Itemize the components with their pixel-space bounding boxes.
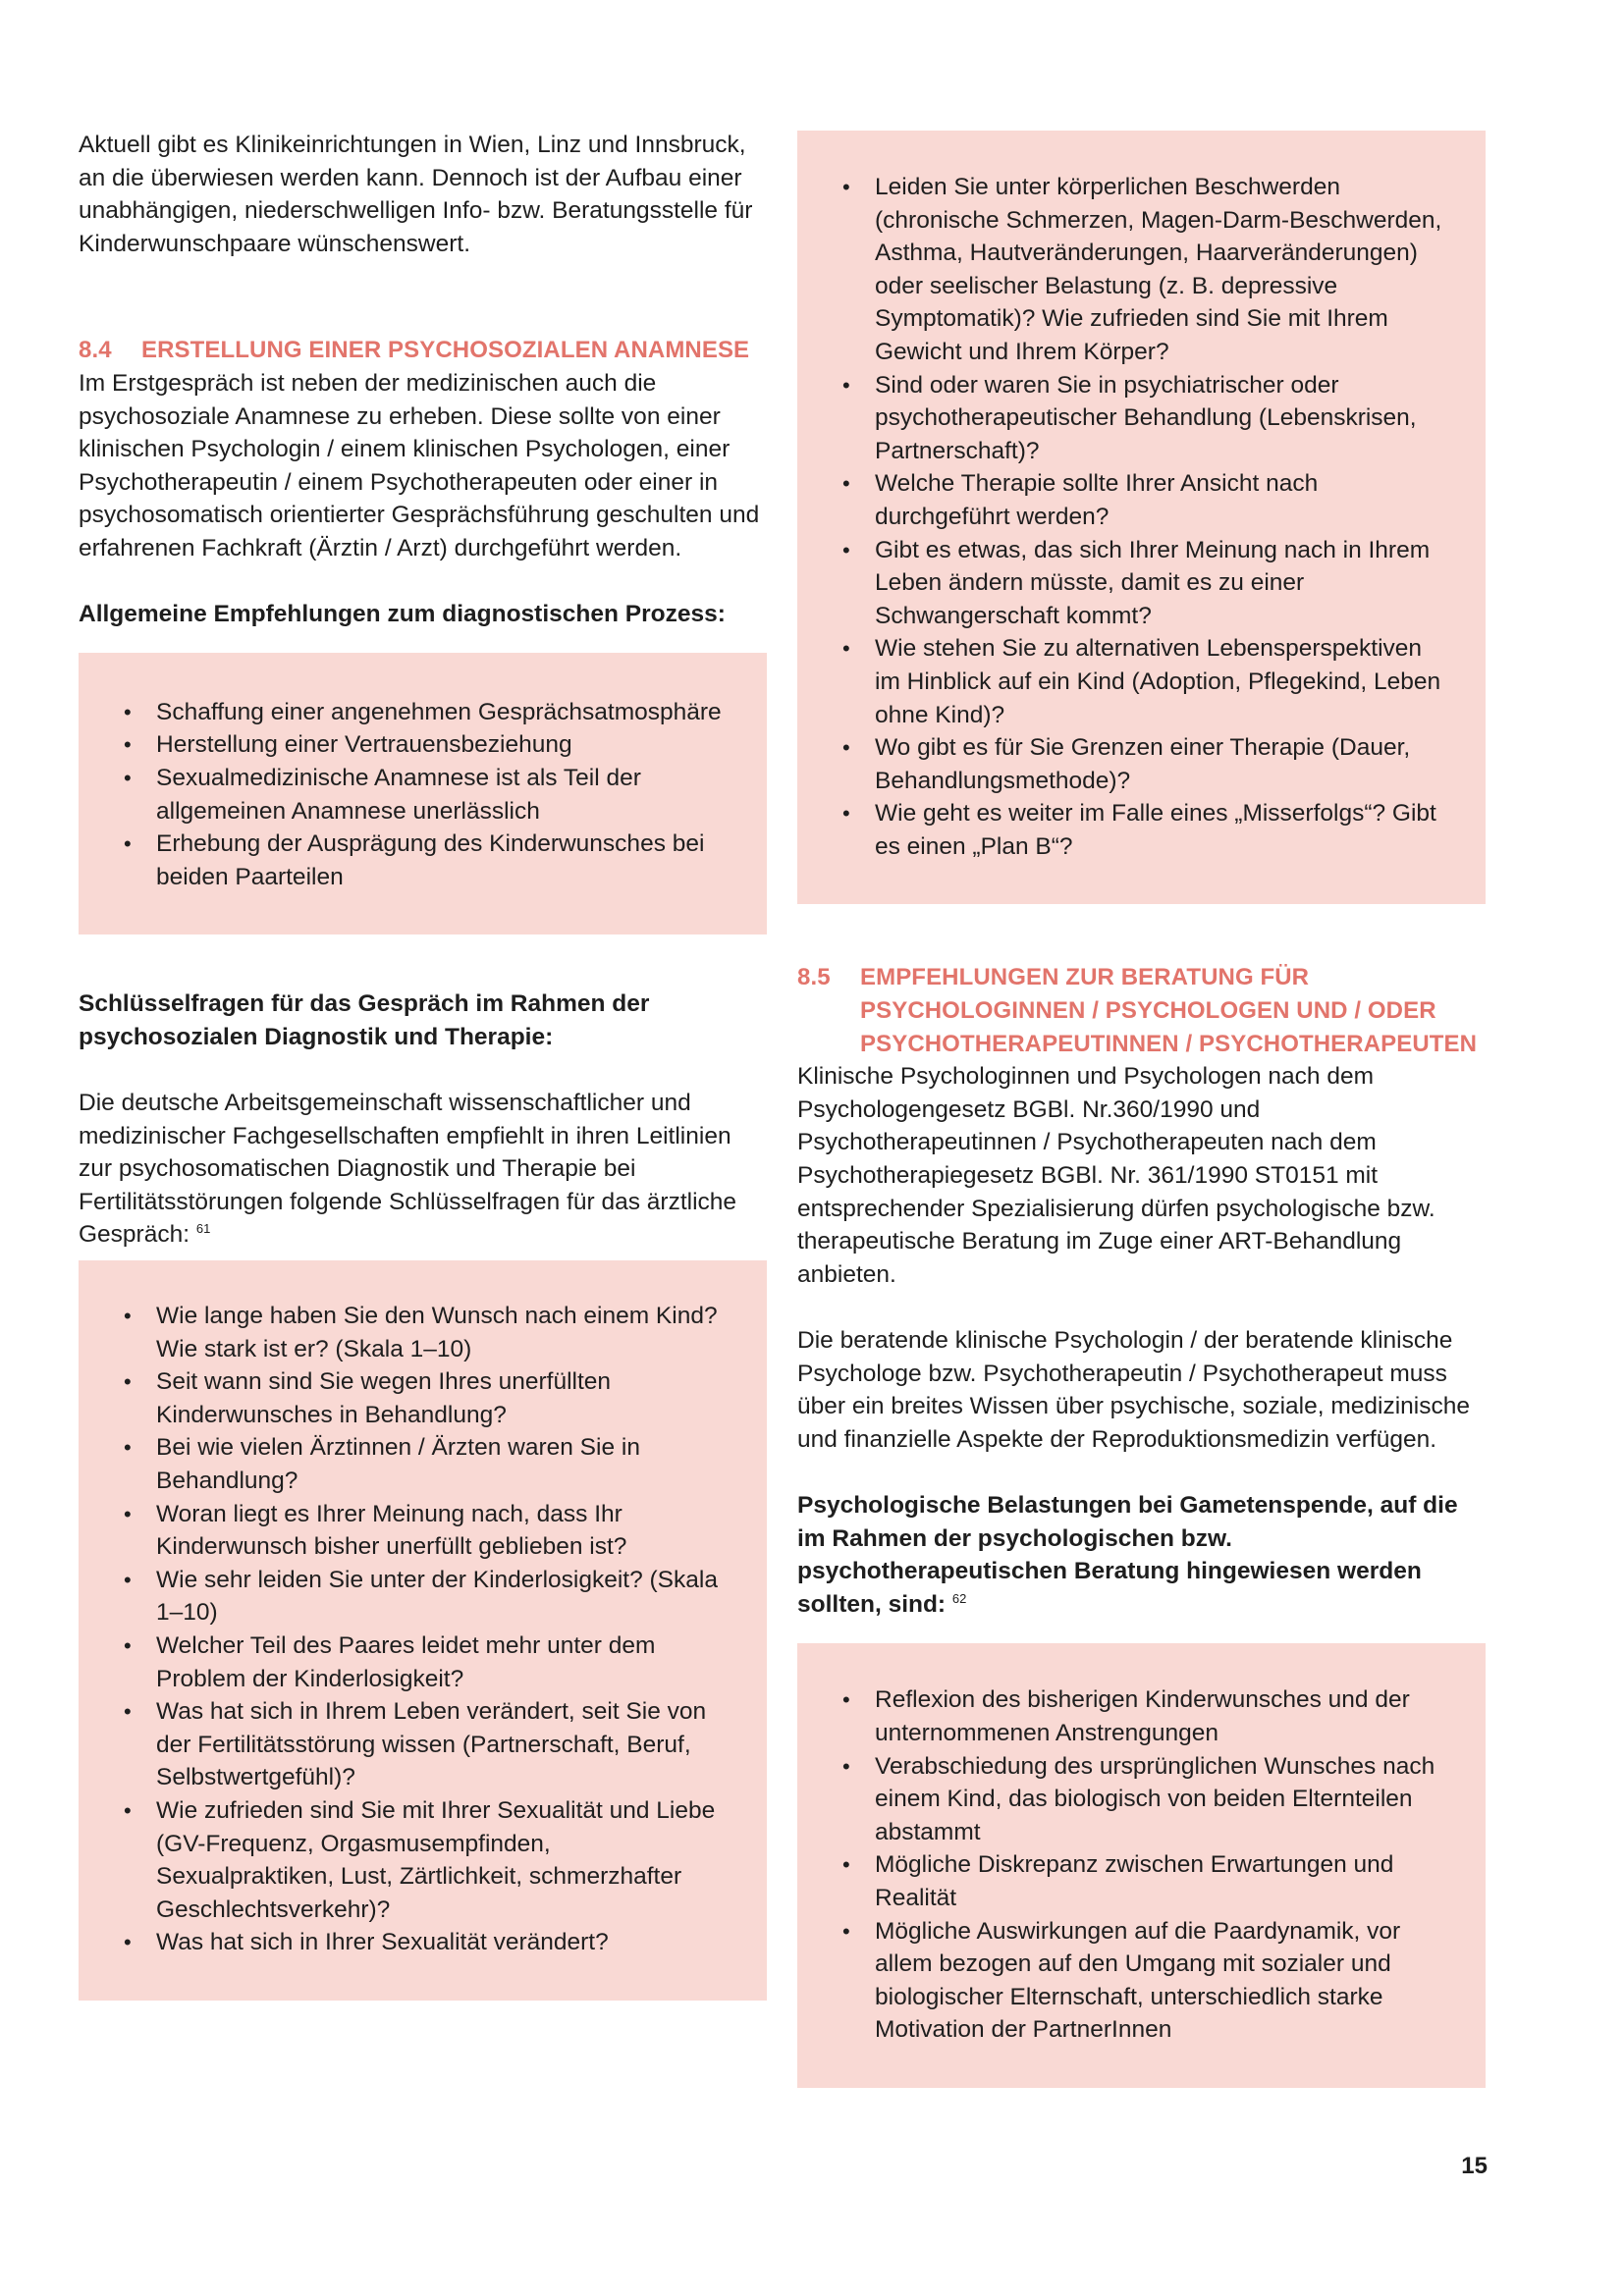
- left-column: [79, 129, 767, 2001]
- list-item: • Wie zufrieden sind Sie mit Ihrer Sexualität und Liebe (GV-Frequenz, Orgasmusempfinden, Sexualpraktiken, Lust, Zärtlichkeit, schmerzhafter Geschlechtsverkehr)?: [124, 1794, 728, 1926]
- burdens-heading: [797, 1489, 1486, 1621]
- footnote-marker: 61: [195, 1221, 211, 1237]
- list-item: • Was hat sich in Ihrer Sexualität verändert?: [124, 1926, 728, 1959]
- list-item: • Wie geht es weiter im Falle eines „Misserfolgs“? Gibt es einen „Plan B“?: [842, 797, 1446, 863]
- list-item: • Woran liegt es Ihrer Meinung nach, dass Ihr Kinderwunsch bisher unerfüllt geblieben ist?: [124, 1498, 728, 1564]
- footnote-marker: 62: [951, 1590, 967, 1606]
- list-item: • Verabschiedung des ursprünglichen Wunsches nach einem Kind, das biologisch von beiden Elternteilen abstammt: [842, 1750, 1446, 1849]
- key-questions-list: [124, 1300, 728, 1959]
- list-item: • Welcher Teil des Paares leidet mehr unter dem Problem der Kinderlosigkeit?: [124, 1629, 728, 1695]
- recommendations-list: [124, 696, 728, 894]
- section-heading-8-5: [797, 961, 1486, 1060]
- section-heading-8-4: [79, 334, 767, 367]
- list-item: • Bei wie vielen Ärztinnen / Ärzten waren Sie in Behandlung?: [124, 1431, 728, 1497]
- section-number: 8.5: [797, 964, 831, 991]
- key-questions-box: [79, 1260, 767, 2001]
- section-paragraph: Die beratende klinische Psychologin / der beratende klinische Psychologe bzw. Psychotherapeutin / Psychotherapeut muss über ein breites Wissen über psychische, soziale, medizinische und finanzielle Aspekte der Reproduktionsmedizin verfügen.: [797, 1327, 1470, 1453]
- questions-continued-box: [797, 131, 1486, 904]
- list-item: • Reflexion des bisherigen Kinderwunsches und der unternommenen Anstrengungen: [842, 1683, 1446, 1749]
- list-item: • Wo gibt es für Sie Grenzen einer Therapie (Dauer, Behandlungsmethode)?: [842, 731, 1446, 797]
- right-column: [797, 131, 1486, 2088]
- section-title: ERSTELLUNG EINER PSYCHOSOZIALEN ANAMNESE: [141, 337, 750, 364]
- section-paragraph: Im Erstgespräch ist neben der medizinischen auch die psychosoziale Anamnese zu erheben. Diese sollte von einer klinischen Psychologin / einem klinischen Psychologen, einer Psychotherapeutin / einem Psychotherapeuten oder einer in psychosomatisch orientierter Gesprächsführung geschulten und erfahrenen Fachkraft (Ärztin / Arzt) durchgeführt werden.: [79, 369, 760, 561]
- list-item: • Gibt es etwas, das sich Ihrer Meinung nach in Ihrem Leben ändern müsste, damit es zu einer Schwangerschaft kommt?: [842, 534, 1446, 633]
- list-item: • Wie stehen Sie zu alternativen Lebensperspektiven im Hinblick auf ein Kind (Adoption, Pflegekind, Leben ohne Kind)?: [842, 632, 1446, 731]
- key-questions-text: Die deutsche Arbeitsgemeinschaft wissenschaftlicher und medizinischer Fachgesellschaften empfiehlt in ihren Leitlinien zur psychosomatischen Diagnostik und Therapie bei Fertilitätsstörungen folgende Schlüsselfragen für das ärztliche Gespräch:: [79, 1090, 737, 1249]
- page-number: 15: [1461, 2153, 1488, 2179]
- list-item: • Erhebung der Ausprägung des Kinderwunsches bei beiden Paarteilen: [124, 828, 728, 893]
- list-item: • Sind oder waren Sie in psychiatrischer oder psychotherapeutischer Behandlung (Lebenskrisen, Partnerschaft)?: [842, 369, 1446, 468]
- list-item: • Wie lange haben Sie den Wunsch nach einem Kind? Wie stark ist er? (Skala 1–10): [124, 1300, 728, 1365]
- section-title: EMPFEHLUNGEN ZUR BERATUNG FÜR PSYCHOLOGINNEN / PSYCHOLOGEN UND / ODER PSYCHOTHERAPEUTINNEN / PSYCHOTHERAPEUTEN: [860, 964, 1478, 1057]
- list-item: • Herstellung einer Vertrauensbeziehung: [124, 728, 728, 762]
- questions-continued-list: [842, 171, 1446, 863]
- list-item: • Mögliche Diskrepanz zwischen Erwartungen und Realität: [842, 1848, 1446, 1914]
- list-item: • Seit wann sind Sie wegen Ihres unerfüllten Kinderwunsches in Behandlung?: [124, 1365, 728, 1431]
- key-questions-intro: [79, 1087, 767, 1252]
- key-questions-heading: Schlüsselfragen für das Gespräch im Rahmen der psychosozialen Diagnostik und Therapie:: [79, 990, 650, 1050]
- section-paragraph: Klinische Psychologinnen und Psychologen nach dem Psychologengesetz BGBl. Nr.360/1990 und Psychotherapeutinnen / Psychotherapeuten nach dem Psychotherapiegesetz BGBl. Nr. 361/1990 ST0151 mit entsprechender Spezialisierung dürfen psychologische bzw. therapeutische Beratung im Zuge einer ART-Behandlung anbieten.: [797, 1063, 1435, 1288]
- list-item: • Welche Therapie sollte Ihrer Ansicht nach durchgeführt werden?: [842, 467, 1446, 533]
- recommendations-heading: Allgemeine Empfehlungen zum diagnostischen Prozess:: [79, 601, 726, 628]
- list-item: • Mögliche Auswirkungen auf die Paardynamik, vor allem bezogen auf den Umgang mit sozialer und biologischer Elternschaft, unterschiedlich starke Motivation der PartnerInnen: [842, 1915, 1446, 2047]
- burdens-heading-text: Psychologische Belastungen bei Gametenspende, auf die im Rahmen der psychologischen bzw. psychotherapeutischen Beratung hingewiesen werden sollten, sind:: [797, 1491, 1458, 1618]
- list-item: • Schaffung einer angenehmen Gesprächsatmosphäre: [124, 696, 728, 729]
- intro-paragraph: Aktuell gibt es Klinikeinrichtungen in Wien, Linz und Innsbruck, an die überwiesen werden kann. Dennoch ist der Aufbau einer unabhängigen, niederschwelligen Info- bzw. Beratungsstelle für Kinderwunschpaare wünschenswert.: [79, 132, 753, 257]
- section-number: 8.4: [79, 337, 112, 364]
- list-item: • Wie sehr leiden Sie unter der Kinderlosigkeit? (Skala 1–10): [124, 1564, 728, 1629]
- burdens-list: [842, 1683, 1446, 2047]
- recommendations-box: [79, 653, 767, 935]
- list-item: • Leiden Sie unter körperlichen Beschwerden (chronische Schmerzen, Magen-Darm-Beschwerden, Asthma, Hautveränderungen, Haarveränderungen) oder seelischer Belastung (z. B. depressive Symptomatik)? Wie zufrieden sind Sie mit Ihrem Gewicht und Ihrem Körper?: [842, 171, 1446, 369]
- list-item: • Sexualmedizinische Anamnese ist als Teil der allgemeinen Anamnese unerlässlich: [124, 762, 728, 828]
- burdens-box: [797, 1643, 1486, 2088]
- list-item: • Was hat sich in Ihrem Leben verändert, seit Sie von der Fertilitätsstörung wissen (Partnerschaft, Beruf, Selbstwertgefühl)?: [124, 1695, 728, 1794]
